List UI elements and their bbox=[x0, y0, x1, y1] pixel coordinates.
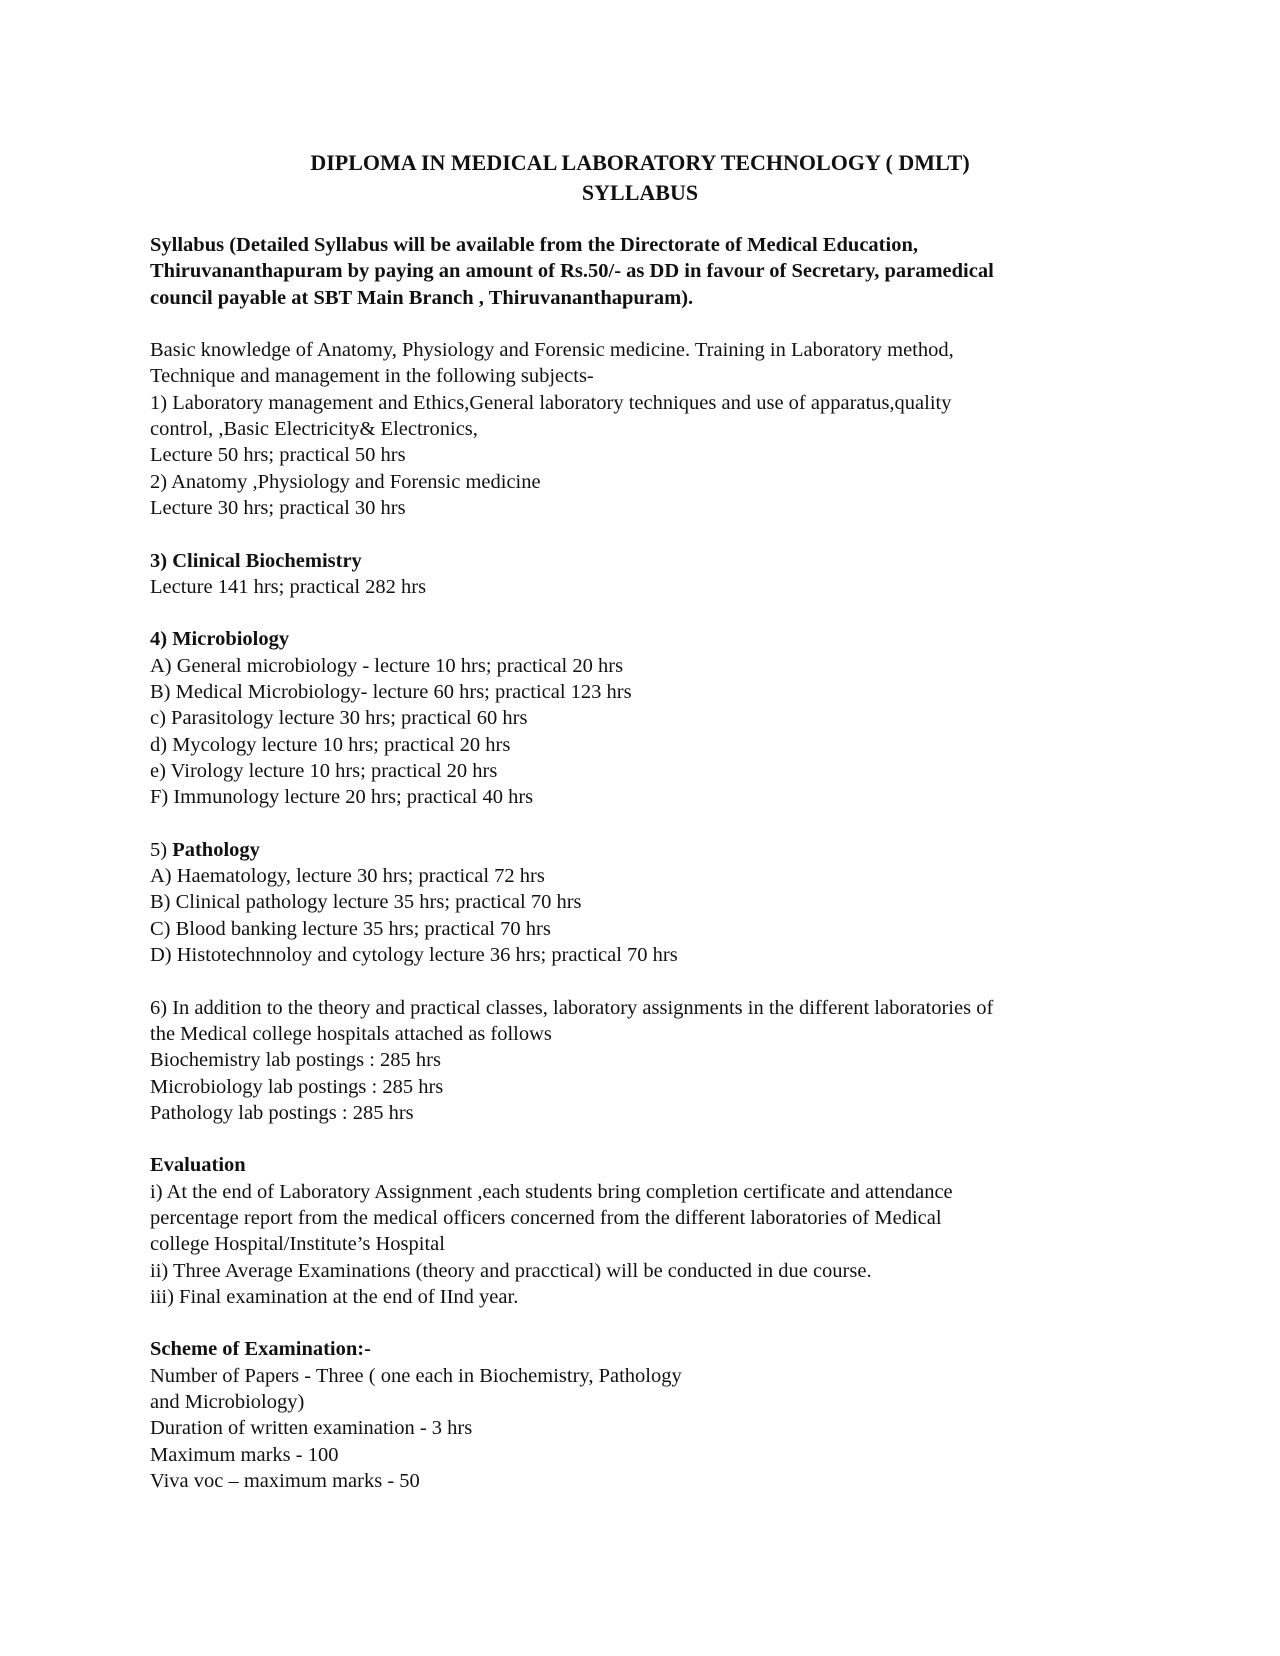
text-line: Lecture 50 hrs; practical 50 hrs bbox=[150, 444, 406, 467]
text-line: Pathology lab postings : 285 hrs bbox=[150, 1101, 414, 1124]
section-heading: Scheme of Examination:- bbox=[150, 1338, 371, 1361]
section-heading: 4) Microbiology bbox=[150, 628, 290, 651]
text-line: percentage report from the medical officers concerned from the different laboratories of Medical bbox=[150, 1206, 942, 1229]
text-line: B) Clinical pathology lecture 35 hrs; practical 70 hrs bbox=[150, 891, 582, 914]
note-line: council payable at SBT Main Branch , Thiruvananthapuram). bbox=[150, 286, 694, 309]
lab-assignments-section bbox=[150, 995, 1150, 1126]
text-line: Lecture 141 hrs; practical 282 hrs bbox=[150, 575, 427, 598]
text-line: Lecture 30 hrs; practical 30 hrs bbox=[150, 496, 406, 519]
text-line: B) Medical Microbiology- lecture 60 hrs; practical 123 hrs bbox=[150, 681, 632, 704]
document-subtitle: SYLLABUS bbox=[581, 180, 699, 205]
text-line: A) General microbiology - lecture 10 hrs; practical 20 hrs bbox=[150, 654, 624, 677]
document-title: DIPLOMA IN MEDICAL LABORATORY TECHNOLOGY ( DMLT) bbox=[310, 150, 970, 175]
text-line: A) Haematology, lecture 30 hrs; practical 72 hrs bbox=[150, 865, 545, 888]
text-line: e) Virology lecture 10 hrs; practical 20 hrs bbox=[150, 759, 498, 782]
text-line: and Microbiology) bbox=[150, 1391, 305, 1414]
note-line: Syllabus (Detailed Syllabus will be available from the Directorate of Medical Education, bbox=[150, 234, 918, 256]
heading-number: 5) bbox=[150, 838, 173, 861]
text-line: C) Blood banking lecture 35 hrs; practical 70 hrs bbox=[150, 917, 551, 940]
text-line: 6) In addition to the theory and practical classes, laboratory assignments in the different laboratories of bbox=[150, 996, 994, 1019]
text-line: 2) Anatomy ,Physiology and Forensic medicine bbox=[150, 470, 541, 493]
text-line: Technique and management in the following subjects- bbox=[150, 365, 594, 388]
syllabus-note bbox=[150, 232, 1150, 311]
text-line: 1) Laboratory management and Ethics,General laboratory techniques and use of apparatus,quality bbox=[150, 391, 952, 414]
text-line: Microbiology lab postings : 285 hrs bbox=[150, 1075, 444, 1098]
text-line: F) Immunology lecture 20 hrs; practical 40 hrs bbox=[150, 786, 534, 809]
text-line: iii) Final examination at the end of IInd year. bbox=[150, 1285, 519, 1308]
text-line: Number of Papers - Three ( one each in Biochemistry, Pathology bbox=[150, 1364, 682, 1387]
microbiology-section bbox=[150, 626, 1150, 810]
title-block bbox=[0, 148, 1280, 208]
note-line: Thiruvananthapuram by paying an amount of Rs.50/- as DD in favour of Secretary, paramedical bbox=[150, 260, 994, 283]
pathology-section bbox=[150, 837, 1150, 968]
text-line: Biochemistry lab postings : 285 hrs bbox=[150, 1049, 441, 1072]
text-line: college Hospital/Institute’s Hospital bbox=[150, 1233, 445, 1256]
text-line: c) Parasitology lecture 30 hrs; practical 60 hrs bbox=[150, 707, 528, 730]
text-line: control, ,Basic Electricity& Electronics, bbox=[150, 418, 478, 441]
text-line: Basic knowledge of Anatomy, Physiology and Forensic medicine. Training in Laboratory method, bbox=[150, 339, 954, 362]
text-line: Duration of written examination - 3 hrs bbox=[150, 1417, 473, 1440]
section-heading: 3) Clinical Biochemistry bbox=[150, 549, 362, 572]
heading-word: Pathology bbox=[172, 838, 260, 861]
text-line: D) Histotechnnoloy and cytology lecture 36 hrs; practical 70 hrs bbox=[150, 944, 678, 967]
text-line: the Medical college hospitals attached as follows bbox=[150, 1022, 552, 1045]
scheme-section bbox=[150, 1336, 1150, 1494]
biochemistry-section bbox=[150, 548, 1150, 601]
text-line: Viva voc – maximum marks - 50 bbox=[150, 1469, 420, 1492]
document-body bbox=[150, 232, 1150, 1494]
basic-section bbox=[150, 337, 1150, 521]
text-line: i) At the end of Laboratory Assignment ,each students bring completion certificate and attendance bbox=[150, 1180, 953, 1203]
text-line: ii) Three Average Examinations (theory and pracctical) will be conducted in due course. bbox=[150, 1259, 872, 1282]
text-line: d) Mycology lecture 10 hrs; practical 20 hrs bbox=[150, 733, 511, 756]
section-heading bbox=[150, 837, 1150, 863]
text-line: Maximum marks - 100 bbox=[150, 1443, 339, 1466]
section-heading: Evaluation bbox=[150, 1154, 246, 1177]
evaluation-section bbox=[150, 1152, 1150, 1310]
